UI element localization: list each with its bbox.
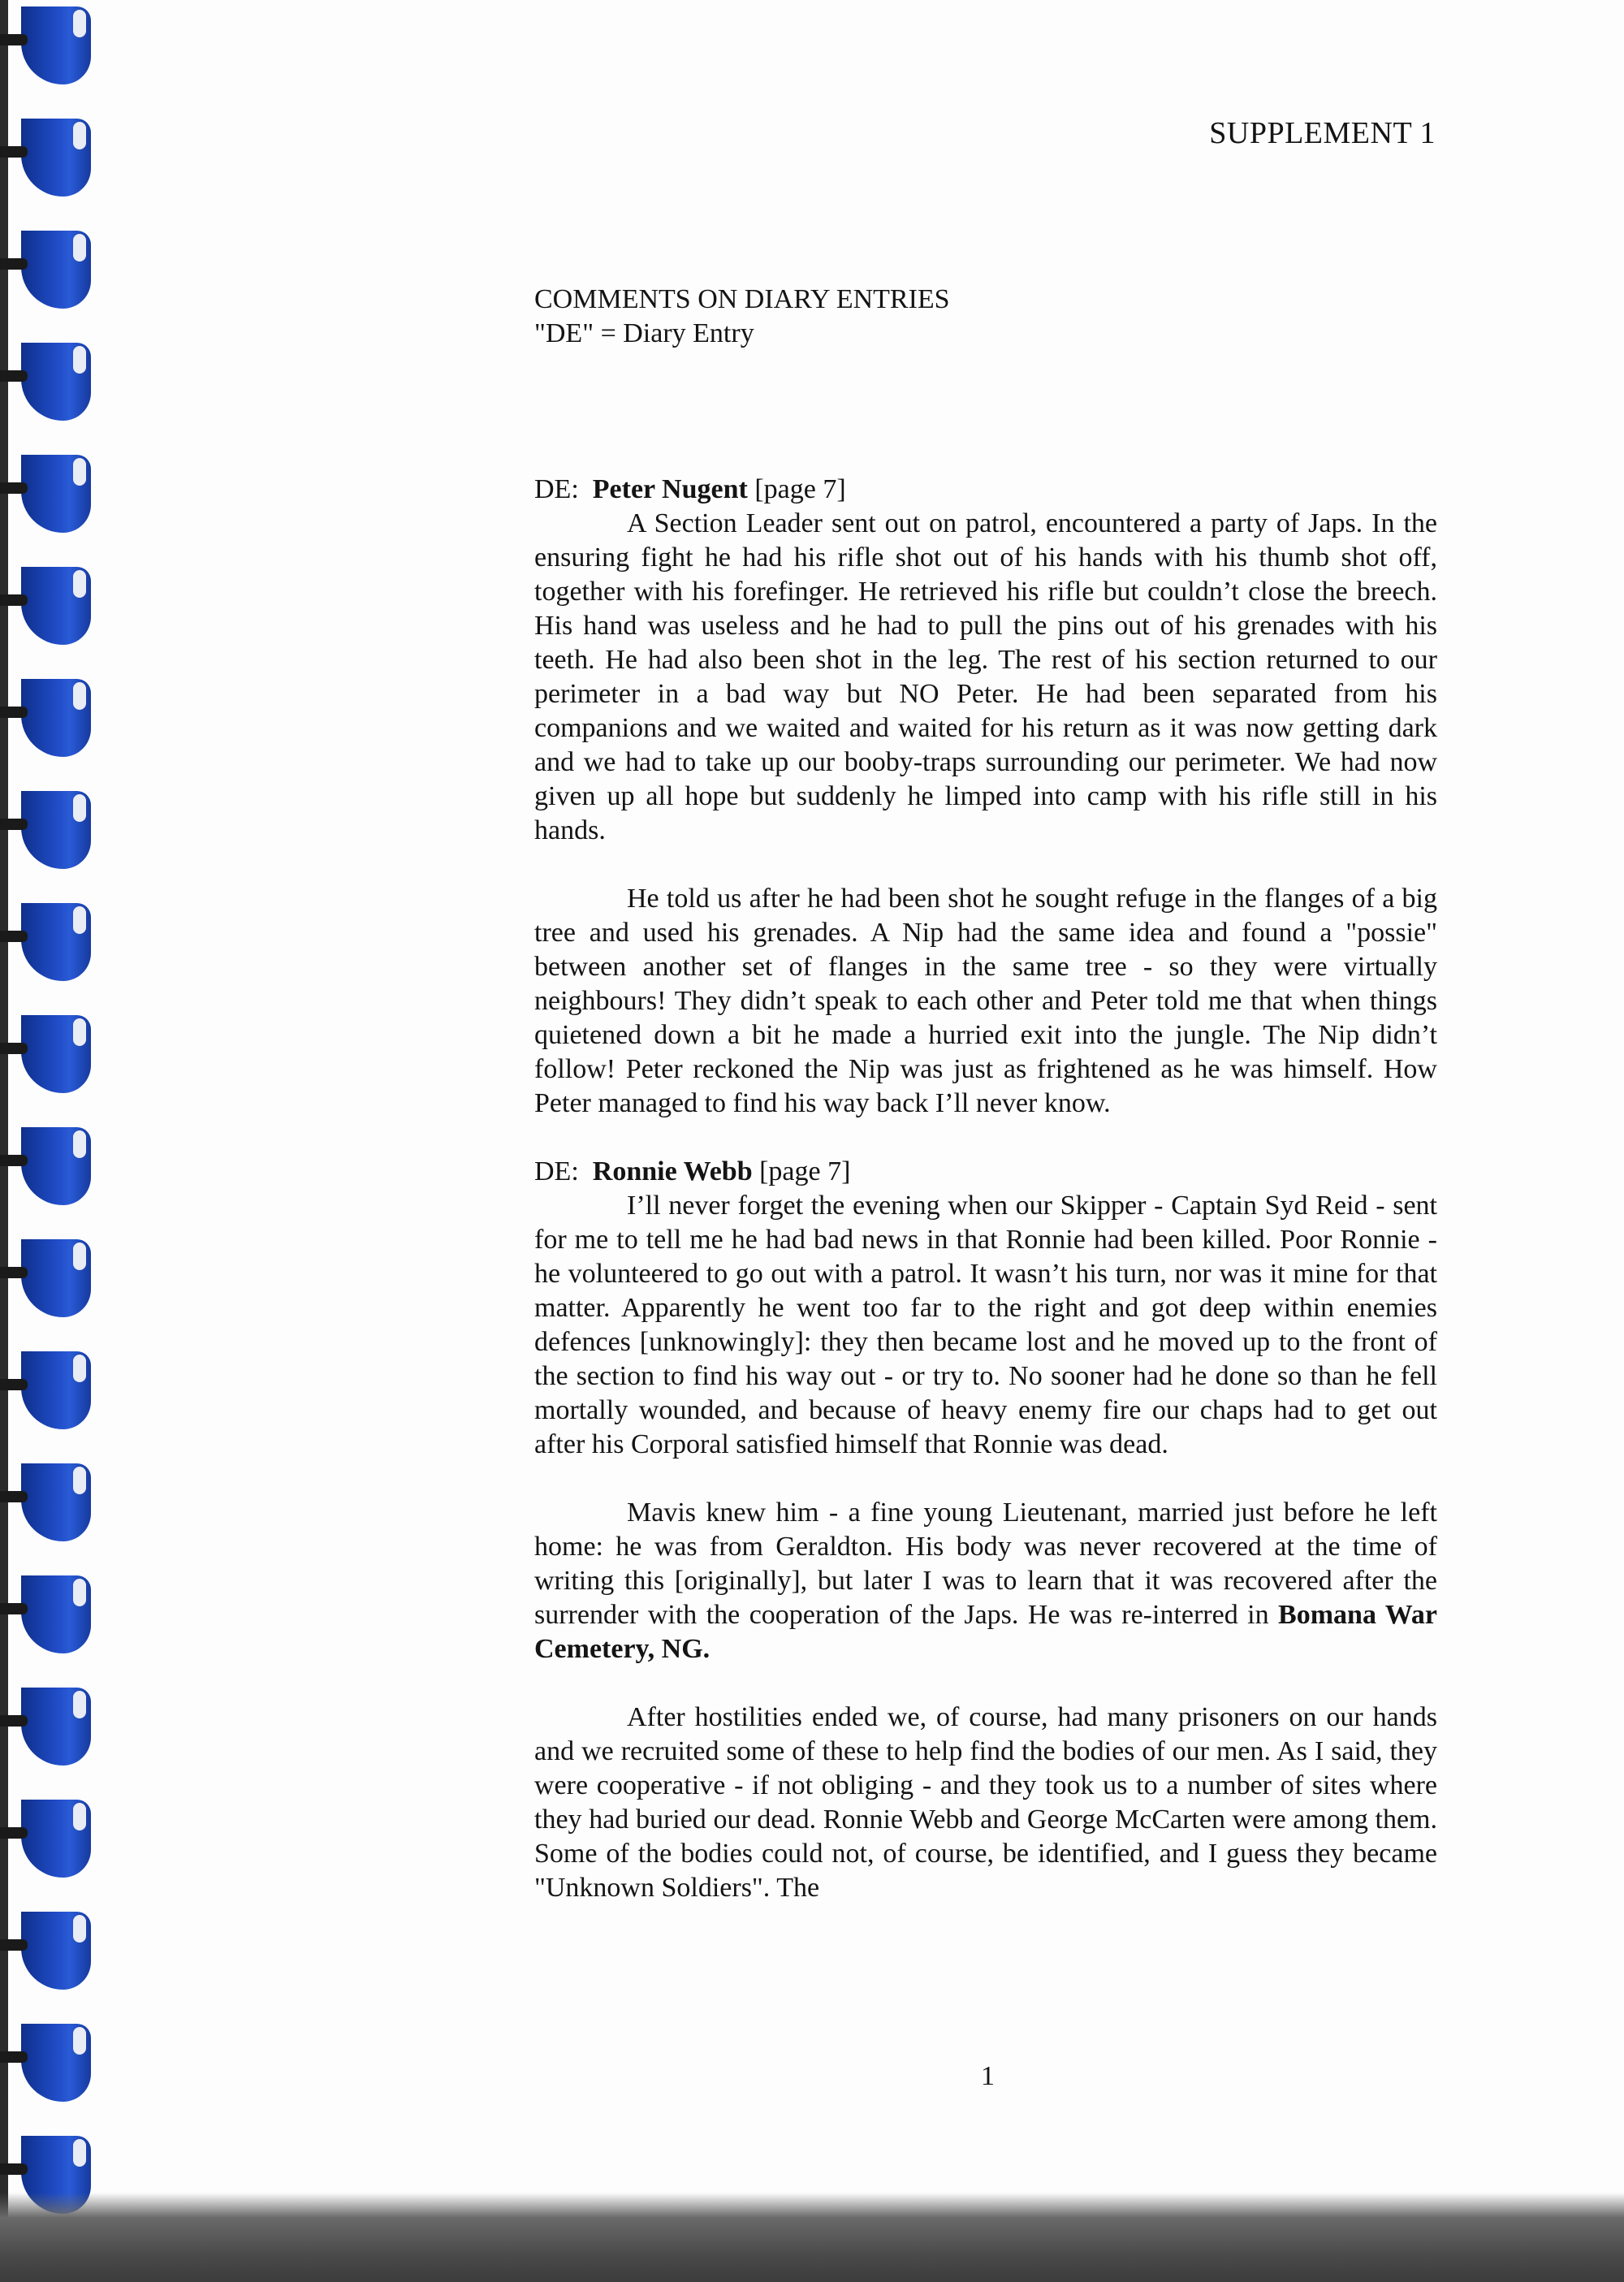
binding-coil [0,6,91,88]
diary-entry-ronnie-webb [534,1155,1437,1905]
entry-name: Ronnie Webb [592,1156,753,1186]
entry-heading [534,1155,1437,1189]
punch-hole [73,2139,86,2167]
supplement-header: SUPPLEMENT 1 [1209,116,1436,150]
punch-hole [73,10,86,37]
entry-page-ref: [page 7] [759,1156,851,1186]
punch-hole [73,1803,86,1830]
binding-coil [0,2024,91,2105]
entry-paragraph: A Section Leader sent out on patrol, encountered a party of Japs. In the ensuring fight he had his rifle shot out of his hands with his thumb shot off, together with his forefinger. He retrieved his rifle but couldn’t close the breech. His hand was useless and he had to pull the pins out of his grenades with his teeth. He had also been shot in the leg. The rest of his section returned to our perimeter in a bad way but NO Peter. He had been separated from his companions and we waited and waited for his return as it was now getting dark and we had to take up our booby-traps surrounding our perimeter. We had now given up all hope but suddenly he limped into camp with his rifle still in his hands. [534,508,1437,845]
binding-coil [0,1463,91,1545]
punch-hole [73,1915,86,1943]
section-subtitle: "DE" = Diary Entry [534,318,754,348]
binding-coil [0,1688,91,1769]
punch-hole [73,1355,86,1382]
punch-hole [73,906,86,934]
binding-coil [0,1015,91,1096]
binding-coil [0,791,91,872]
binding-coil [0,1351,91,1433]
entry-paragraph: He told us after he had been shot he sought refuge in the flanges of a big tree and used his grenades. A Nip had the same idea and found a "possie" between another set of flanges in the same tree - so they were virtually neighbours! They didn’t speak to each other and Peter told me that when things quietened down a bit he made a hurried exit into the jungle. The Nip didn’t follow! Peter reckoned the Nip was just as frightened as he was himself. How Peter managed to find his way back I’ll never know. [534,884,1437,1118]
coil-wire [0,819,28,830]
coil-wire [0,1267,28,1278]
punch-hole [73,1243,86,1270]
binding-coil [0,567,91,648]
coil-wire [0,482,28,494]
coil-wire [0,258,28,270]
coil-wire [0,594,28,606]
spiral-binding [0,0,106,2282]
coil-wire [0,1155,28,1166]
punch-hole [73,1467,86,1494]
entry-prefix: DE: [534,474,579,504]
coil-wire [0,34,28,45]
binding-coil [0,679,91,760]
binding-coil [0,1912,91,1993]
page-bottom-edge [0,2193,1624,2282]
coil-wire [0,370,28,382]
coil-wire [0,1491,28,1502]
coil-wire [0,1939,28,1951]
coil-wire [0,2051,28,2063]
entry-paragraph: After hostilities ended we, of course, had many prisoners on our hands and we recruited some of these to help find the bodies of our men. As I said, they were cooperative - if not obliging - and they took us to a number of sites where they had buried our dead. Ronnie Webb and George McCarten were among them. Some of the bodies could not, of course, be identified, and I guess they became "Unknown Soldiers". The [534,1702,1437,1903]
coil-wire [0,1379,28,1390]
punch-hole [73,1691,86,1718]
punch-hole [73,234,86,261]
punch-hole [73,1130,86,1158]
punch-hole [73,1018,86,1046]
punch-hole [73,682,86,710]
binding-coil [0,903,91,984]
coil-wire [0,1043,28,1054]
binding-coil [0,1239,91,1320]
binding-coil [0,231,91,312]
coil-wire [0,1603,28,1614]
coil-wire [0,1715,28,1727]
punch-hole [73,570,86,598]
punch-hole [73,794,86,822]
document-body [534,283,1437,1905]
mavis-text: Mavis knew him - a fine young Lieutenant, married just before he left home: he was from Geraldton. His body was never recovered at the time of writing this [originally], but later I was to learn that it was recovered after the surrender with the cooperation of the Japs. He was re-interred in [534,1498,1437,1630]
punch-hole [73,1579,86,1606]
entry-heading [534,473,1437,507]
diary-entry-peter-nugent [534,473,1437,1121]
punch-hole [73,122,86,149]
entry-name: Peter Nugent [592,474,748,504]
coil-wire [0,707,28,718]
entry-page-ref: [page 7] [754,474,846,504]
entry-paragraph-mavis [534,1496,1437,1666]
binding-coil [0,119,91,200]
binding-coil [0,455,91,536]
punch-hole [73,346,86,374]
coil-wire [0,1827,28,1839]
binding-coil [0,1127,91,1208]
coil-wire [0,2163,28,2175]
section-title: COMMENTS ON DIARY ENTRIES [534,284,950,314]
entry-prefix: DE: [534,1156,579,1186]
binding-coil [0,1800,91,1881]
punch-hole [73,458,86,486]
coil-wire [0,931,28,942]
binding-coil [0,1575,91,1657]
page-number: 1 [981,2061,995,2091]
binding-coil [0,343,91,424]
punch-hole [73,2027,86,2055]
entry-paragraph: I’ll never forget the evening when our Skipper - Captain Syd Reid - sent for me to tell me he had bad news in that Ronnie had been killed. Poor Ronnie - he volunteered to go out with a patrol. It wasn’t his turn, nor was it mine for that matter. Apparently he went too far to the right and got deep within enemies defences [unknowingly]: they then became lost and he moved up to the front of the section to find his way out - or try to. No sooner had he done so than he fell mortally wounded, and because of heavy enemy fire our chaps had to get out after his Corporal satisfied himself that Ronnie was dead. [534,1191,1437,1459]
cemetery-name: Bomana War Cemetery, NG. [534,1600,1437,1664]
coil-wire [0,146,28,158]
